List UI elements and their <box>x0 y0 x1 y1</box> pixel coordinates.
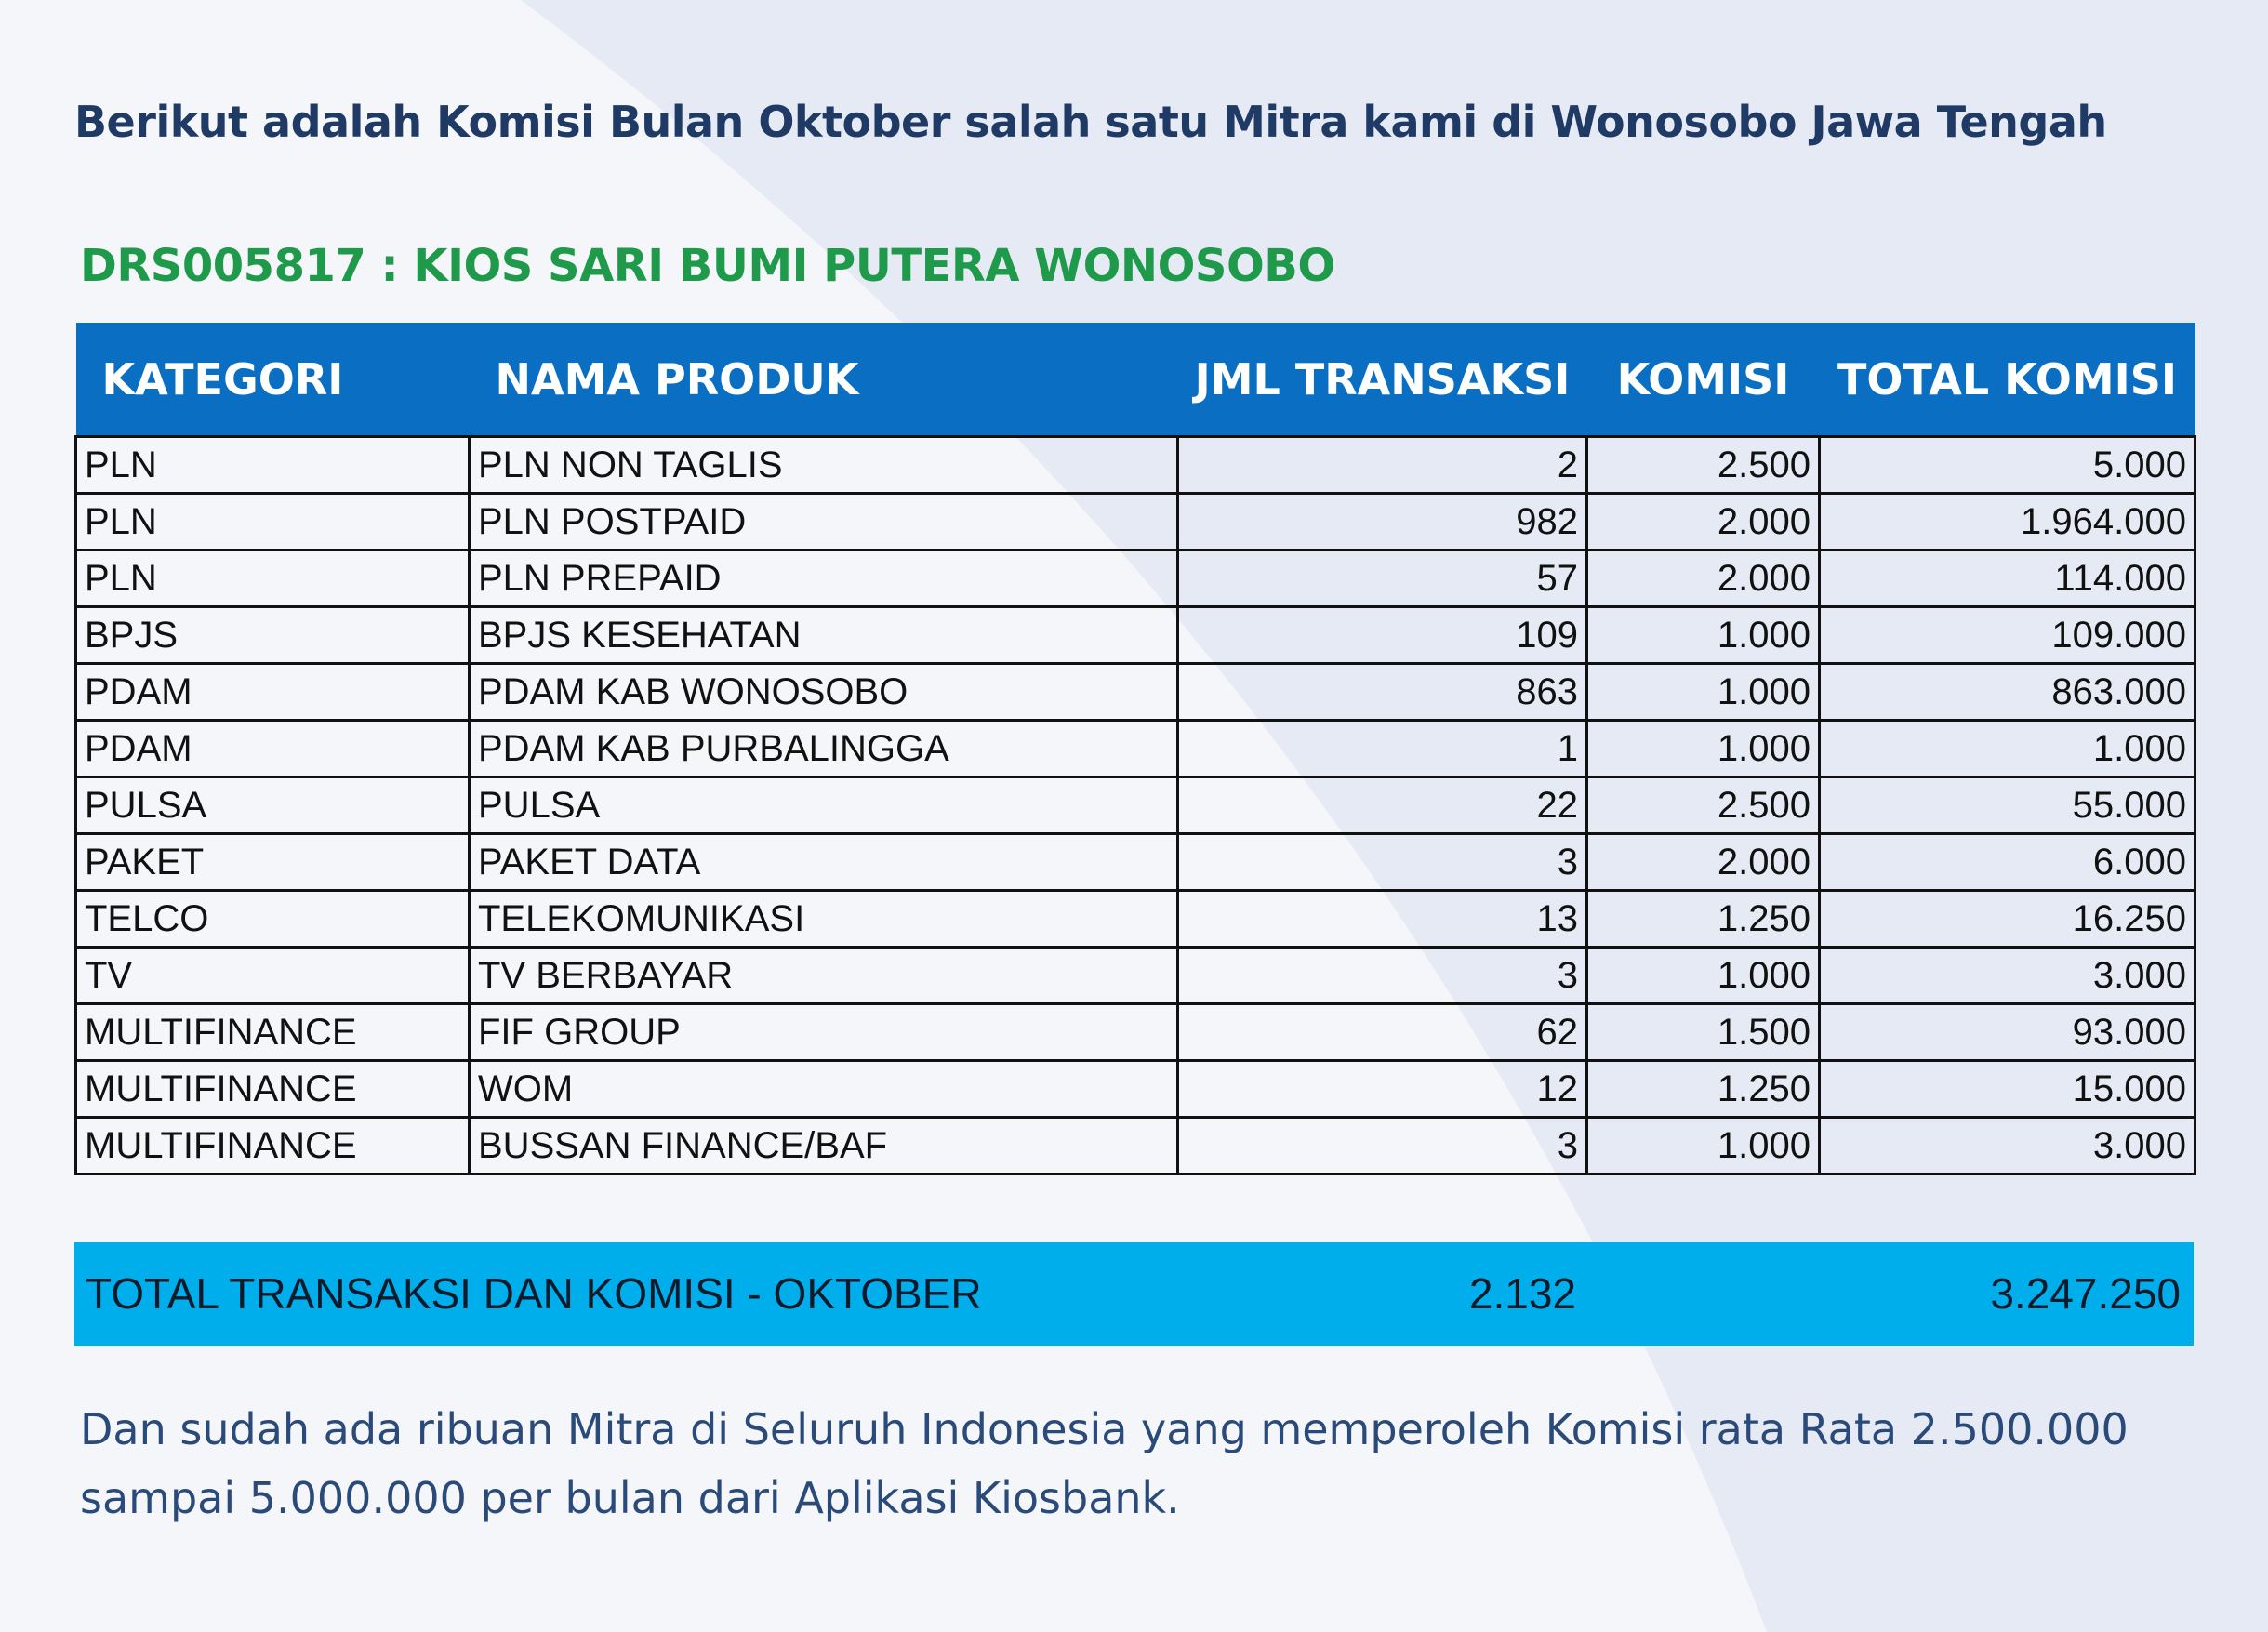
cell-kategori: MULTIFINANCE <box>76 1118 470 1174</box>
cell-komisi: 1.500 <box>1587 1004 1820 1061</box>
commission-table-container <box>74 323 2194 1175</box>
footer-line-2: sampai 5.000.000 per bulan dari Aplikasi Kiosbank. <box>80 1473 1180 1523</box>
table-row <box>76 437 2195 494</box>
cell-total-komisi: 863.000 <box>1820 664 2195 721</box>
total-komisi: 3.247.250 <box>1990 1269 2181 1318</box>
cell-nama-produk: PAKET DATA <box>470 834 1178 891</box>
table-header-row <box>76 323 2195 437</box>
cell-jml-transaksi: 62 <box>1178 1004 1587 1061</box>
cell-kategori: BPJS <box>76 607 470 664</box>
cell-komisi: 1.250 <box>1587 1061 1820 1118</box>
table-row <box>76 777 2195 834</box>
table-row <box>76 721 2195 777</box>
cell-nama-produk: TV BERBAYAR <box>470 948 1178 1004</box>
cell-nama-produk: PDAM KAB WONOSOBO <box>470 664 1178 721</box>
cell-total-komisi: 16.250 <box>1820 891 2195 948</box>
cell-jml-transaksi: 22 <box>1178 777 1587 834</box>
cell-jml-transaksi: 2 <box>1178 437 1587 494</box>
total-transaksi: 2.132 <box>1468 1269 1576 1318</box>
cell-total-komisi: 3.000 <box>1820 1118 2195 1174</box>
cell-kategori: PDAM <box>76 721 470 777</box>
cell-komisi: 1.000 <box>1587 721 1820 777</box>
cell-nama-produk: FIF GROUP <box>470 1004 1178 1061</box>
footer-text <box>80 1395 2209 1532</box>
cell-nama-produk: PLN POSTPAID <box>470 494 1178 551</box>
cell-jml-transaksi: 12 <box>1178 1061 1587 1118</box>
footer-line-1: Dan sudah ada ribuan Mitra di Seluruh Indonesia yang memperoleh Komisi rata Rata 2.500.000 <box>80 1404 2129 1454</box>
total-label: TOTAL TRANSAKSI DAN KOMISI - OKTOBER <box>86 1269 982 1318</box>
cell-total-komisi: 114.000 <box>1820 551 2195 607</box>
cell-kategori: PLN <box>76 437 470 494</box>
cell-jml-transaksi: 863 <box>1178 664 1587 721</box>
header-jml-transaksi: JML TRANSAKSI <box>1178 323 1587 437</box>
cell-nama-produk: PLN PREPAID <box>470 551 1178 607</box>
commission-table <box>74 323 2196 1175</box>
header-nama-produk: NAMA PRODUK <box>470 323 1178 437</box>
cell-jml-transaksi: 1 <box>1178 721 1587 777</box>
cell-komisi: 1.000 <box>1587 607 1820 664</box>
table-row <box>76 494 2195 551</box>
cell-komisi: 1.000 <box>1587 664 1820 721</box>
cell-nama-produk: TELEKOMUNIKASI <box>470 891 1178 948</box>
cell-komisi: 1.250 <box>1587 891 1820 948</box>
cell-komisi: 1.000 <box>1587 1118 1820 1174</box>
cell-nama-produk: BPJS KESEHATAN <box>470 607 1178 664</box>
cell-jml-transaksi: 3 <box>1178 834 1587 891</box>
cell-nama-produk: WOM <box>470 1061 1178 1118</box>
table-row <box>76 664 2195 721</box>
cell-total-komisi: 109.000 <box>1820 607 2195 664</box>
cell-total-komisi: 1.964.000 <box>1820 494 2195 551</box>
cell-jml-transaksi: 3 <box>1178 1118 1587 1174</box>
headline: Berikut adalah Komisi Bulan Oktober salah satu Mitra kami di Wonosobo Jawa Tengah <box>74 97 2107 147</box>
cell-jml-transaksi: 982 <box>1178 494 1587 551</box>
cell-komisi: 2.500 <box>1587 437 1820 494</box>
cell-nama-produk: PULSA <box>470 777 1178 834</box>
table-row <box>76 948 2195 1004</box>
total-bar <box>74 1242 2194 1346</box>
table-row <box>76 1118 2195 1174</box>
table-row <box>76 551 2195 607</box>
cell-total-komisi: 15.000 <box>1820 1061 2195 1118</box>
table-row <box>76 1061 2195 1118</box>
cell-total-komisi: 5.000 <box>1820 437 2195 494</box>
header-total-komisi: TOTAL KOMISI <box>1820 323 2195 437</box>
cell-nama-produk: PDAM KAB PURBALINGGA <box>470 721 1178 777</box>
cell-komisi: 2.000 <box>1587 834 1820 891</box>
cell-nama-produk: PLN NON TAGLIS <box>470 437 1178 494</box>
cell-jml-transaksi: 57 <box>1178 551 1587 607</box>
cell-jml-transaksi: 13 <box>1178 891 1587 948</box>
cell-komisi: 1.000 <box>1587 948 1820 1004</box>
cell-total-komisi: 3.000 <box>1820 948 2195 1004</box>
cell-total-komisi: 55.000 <box>1820 777 2195 834</box>
cell-kategori: TV <box>76 948 470 1004</box>
cell-kategori: PLN <box>76 551 470 607</box>
store-title: DRS005817 : KIOS SARI BUMI PUTERA WONOSOBO <box>80 240 1335 292</box>
cell-nama-produk: BUSSAN FINANCE/BAF <box>470 1118 1178 1174</box>
table-row <box>76 1004 2195 1061</box>
cell-jml-transaksi: 109 <box>1178 607 1587 664</box>
cell-komisi: 2.000 <box>1587 551 1820 607</box>
cell-total-komisi: 93.000 <box>1820 1004 2195 1061</box>
cell-kategori: PULSA <box>76 777 470 834</box>
header-komisi: KOMISI <box>1587 323 1820 437</box>
table-row <box>76 834 2195 891</box>
table-row <box>76 891 2195 948</box>
cell-kategori: TELCO <box>76 891 470 948</box>
cell-kategori: PDAM <box>76 664 470 721</box>
cell-kategori: PLN <box>76 494 470 551</box>
cell-kategori: MULTIFINANCE <box>76 1061 470 1118</box>
cell-komisi: 2.500 <box>1587 777 1820 834</box>
cell-total-komisi: 1.000 <box>1820 721 2195 777</box>
cell-kategori: MULTIFINANCE <box>76 1004 470 1061</box>
cell-kategori: PAKET <box>76 834 470 891</box>
header-kategori: KATEGORI <box>76 323 470 437</box>
cell-total-komisi: 6.000 <box>1820 834 2195 891</box>
cell-jml-transaksi: 3 <box>1178 948 1587 1004</box>
table-row <box>76 607 2195 664</box>
cell-komisi: 2.000 <box>1587 494 1820 551</box>
